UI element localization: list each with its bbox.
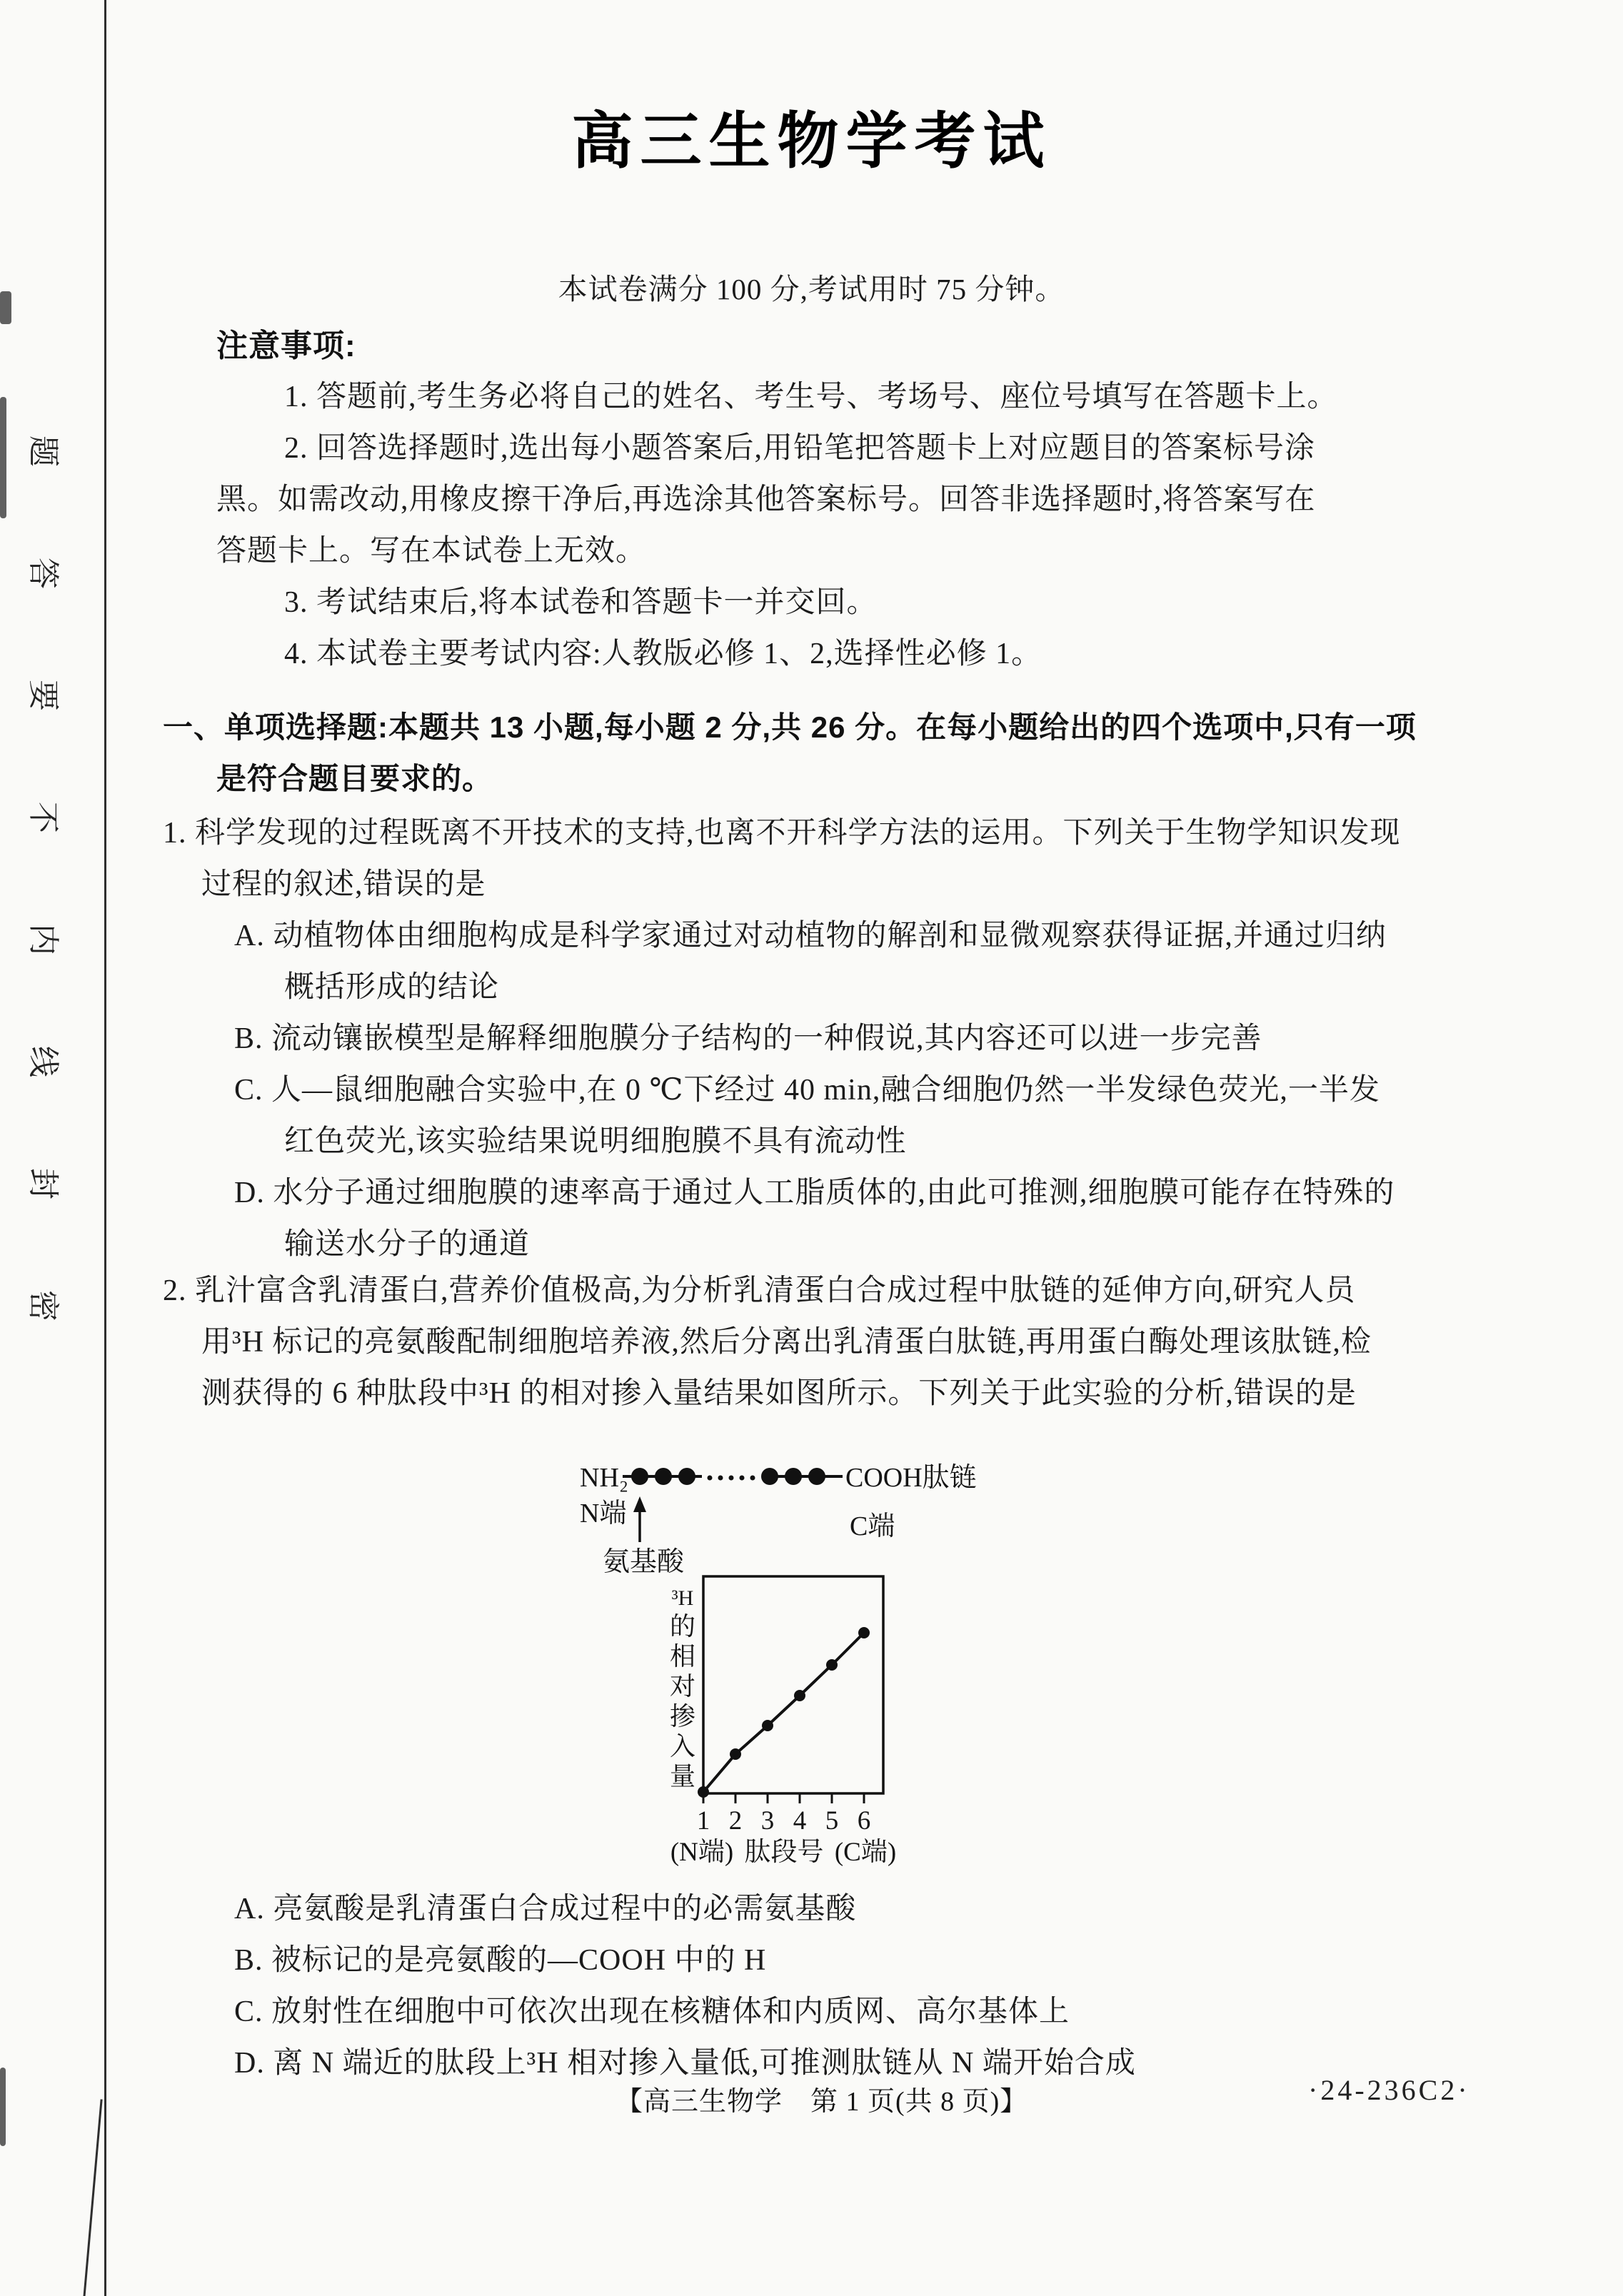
section-heading-line2: 是符合题目要求的。 <box>216 762 493 795</box>
x-tick-label: 3 <box>760 1806 775 1836</box>
question-1-line: 过程的叙述,错误的是 <box>201 868 486 901</box>
seal-text-char: 密 <box>26 1290 61 1321</box>
y-label-char: 掺 <box>669 1702 696 1731</box>
notice-line: 答题卡上。写在本试卷上无效。 <box>216 535 647 568</box>
seal-line-rule <box>104 0 106 2296</box>
question-1-option-c: C. 人—鼠细胞融合实验中,在 0 ℃下经过 40 min,融合细胞仍然一半发绿色荧光,一半发 <box>234 1074 1380 1107</box>
seal-text-char: 要 <box>26 680 61 711</box>
x-tick-label: 5 <box>825 1806 839 1836</box>
chart-data-point <box>730 1748 741 1760</box>
footer-page-label: 【高三生物学 第 1 页(共 8 页)】 <box>615 2087 1028 2117</box>
y-label-char: 量 <box>669 1762 696 1791</box>
cooh-label: COOH肽链 <box>845 1463 977 1493</box>
question-2-option-c: C. 放射性在细胞中可依次出现在核糖体和内质网、高尔基体上 <box>234 1995 1070 2028</box>
footer-paper-code: ·24-236C2· <box>1308 2074 1470 2106</box>
question-2-figure <box>557 1442 1085 1878</box>
question-2-option-d: D. 离 N 端近的肽段上³H 相对掺入量低,可推测肽链从 N 端开始合成 <box>234 2047 1136 2080</box>
notice-line: 黑。如需改动,用橡皮擦干净后,再选涂其他答案标号。回答非选择题时,将答案写在 <box>216 483 1316 516</box>
question-1-option-a: 概括形成的结论 <box>284 971 500 1004</box>
x-tick-label: 1 <box>696 1806 710 1836</box>
chart-data-point <box>826 1659 838 1671</box>
question-1-option-c: 红色荧光,该实验结果说明细胞膜不具有流动性 <box>284 1125 907 1158</box>
question-2-line: 用³H 标记的亮氨酸配制细胞培养液,然后分离出乳清蛋白肽链,再用蛋白酶处理该肽链,检 <box>201 1326 1372 1359</box>
y-label-char: 入 <box>669 1732 696 1761</box>
chart-x-axis-annotations <box>670 1837 896 1867</box>
question-1-option-d: D. 水分子通过细胞膜的速率高于通过人工脂质体的,由此可推测,细胞膜可能存在特殊的 <box>234 1177 1395 1209</box>
question-2-line: 测获得的 6 种肽段中³H 的相对掺入量结果如图所示。下列关于此实验的分析,错误的是 <box>201 1377 1357 1410</box>
notice-line: 2. 回答选择题时,选出每小题答案后,用铅笔把答题卡上对应题目的答案标号涂 <box>284 432 1316 465</box>
chart-x-axis-title: 肽段号 <box>744 1838 824 1867</box>
exam-subtitle: 本试卷满分 100 分,考试用时 75 分钟。 <box>558 273 1065 306</box>
amino-acid-bead <box>631 1468 648 1485</box>
notice-line: 1. 答题前,考生务必将自己的姓名、考生号、考场号、座位号填写在答题卡上。 <box>284 381 1338 413</box>
amino-acid-bead <box>785 1468 802 1485</box>
chart-x-tick-labels <box>697 1806 871 1836</box>
notice-heading: 注意事项: <box>216 328 356 363</box>
question-2-option-b: B. 被标记的是亮氨酸的—COOH 中的 H <box>234 1944 767 1977</box>
amino-acid-bead <box>655 1468 672 1485</box>
question-1-option-b: B. 流动镶嵌模型是解释细胞膜分子结构的一种假说,其内容还可以进一步完善 <box>234 1022 1262 1055</box>
peptide-diagram <box>580 1463 977 1577</box>
seal-text-char: 不 <box>26 802 61 833</box>
question-2-line: 2. 乳汁富含乳清蛋白,营养价值极高,为分析乳清蛋白合成过程中肽链的延伸方向,研究人员 <box>163 1274 1356 1307</box>
scan-edge-mark <box>0 397 6 518</box>
chart-data-point <box>762 1720 773 1731</box>
page-title: 高三生物学考试 <box>571 107 1052 176</box>
c-end-label: C端 <box>850 1511 895 1541</box>
seal-text-char: 封 <box>26 1168 61 1199</box>
x-tick-label: 4 <box>793 1806 807 1836</box>
chart-y-axis-label <box>670 1586 695 1791</box>
amino-acid-bead <box>808 1468 825 1485</box>
seal-text-char: 题 <box>26 435 61 467</box>
chain-ellipsis-dots <box>708 1476 755 1481</box>
chart-data-point <box>794 1690 805 1701</box>
chart-data-point <box>858 1627 870 1638</box>
c-end-axis-annotation: (C端) <box>834 1838 897 1867</box>
y-label-char: 的 <box>669 1612 696 1641</box>
amino-acid-label: 氨基酸 <box>603 1547 685 1577</box>
scan-edge-mark <box>0 2068 6 2146</box>
seal-text-char: 线 <box>26 1046 61 1077</box>
section-heading-line1: 一、单项选择题:本题共 13 小题,每小题 2 分,共 26 分。在每小题给出的四个选项中,只有一项 <box>163 710 1417 744</box>
y-label-char: 对 <box>669 1672 696 1701</box>
amino-acid-bead <box>678 1468 695 1485</box>
nh2-label: NH₂ <box>580 1463 629 1493</box>
question-2-option-a: A. 亮氨酸是乳清蛋白合成过程中的必需氨基酸 <box>234 1893 857 1925</box>
y-label-char: 相 <box>669 1642 696 1671</box>
amino-acid-arrowhead <box>633 1496 646 1512</box>
n-end-axis-annotation: (N端) <box>670 1838 734 1867</box>
y-label-char: ³H <box>671 1586 694 1610</box>
notice-line: 3. 考试结束后,将本试卷和答题卡一并交回。 <box>284 586 878 619</box>
notice-line: 4. 本试卷主要考试内容:人教版必修 1、2,选择性必修 1。 <box>284 638 1042 670</box>
question-1-option-a: A. 动植物体由细胞构成是科学家通过对动植物的解剖和显微观察获得证据,并通过归纳 <box>234 920 1387 952</box>
n-end-label: N端 <box>580 1499 627 1529</box>
amino-acid-bead <box>761 1468 778 1485</box>
seal-line-rule-bottom <box>82 2099 102 2296</box>
x-tick-label: 2 <box>728 1806 743 1836</box>
question-1-option-d: 输送水分子的通道 <box>284 1228 531 1261</box>
question-1-line: 1. 科学发现的过程既离不开技术的支持,也离不开科学方法的运用。下列关于生物学知识发现 <box>163 817 1401 850</box>
chart-data-line <box>703 1633 864 1792</box>
incorporation-chart <box>670 1576 896 1867</box>
seal-text-char: 答 <box>26 558 61 589</box>
chart-x-ticks <box>703 1793 864 1803</box>
seal-text-char: 内 <box>26 924 61 955</box>
x-tick-label: 6 <box>857 1806 871 1836</box>
